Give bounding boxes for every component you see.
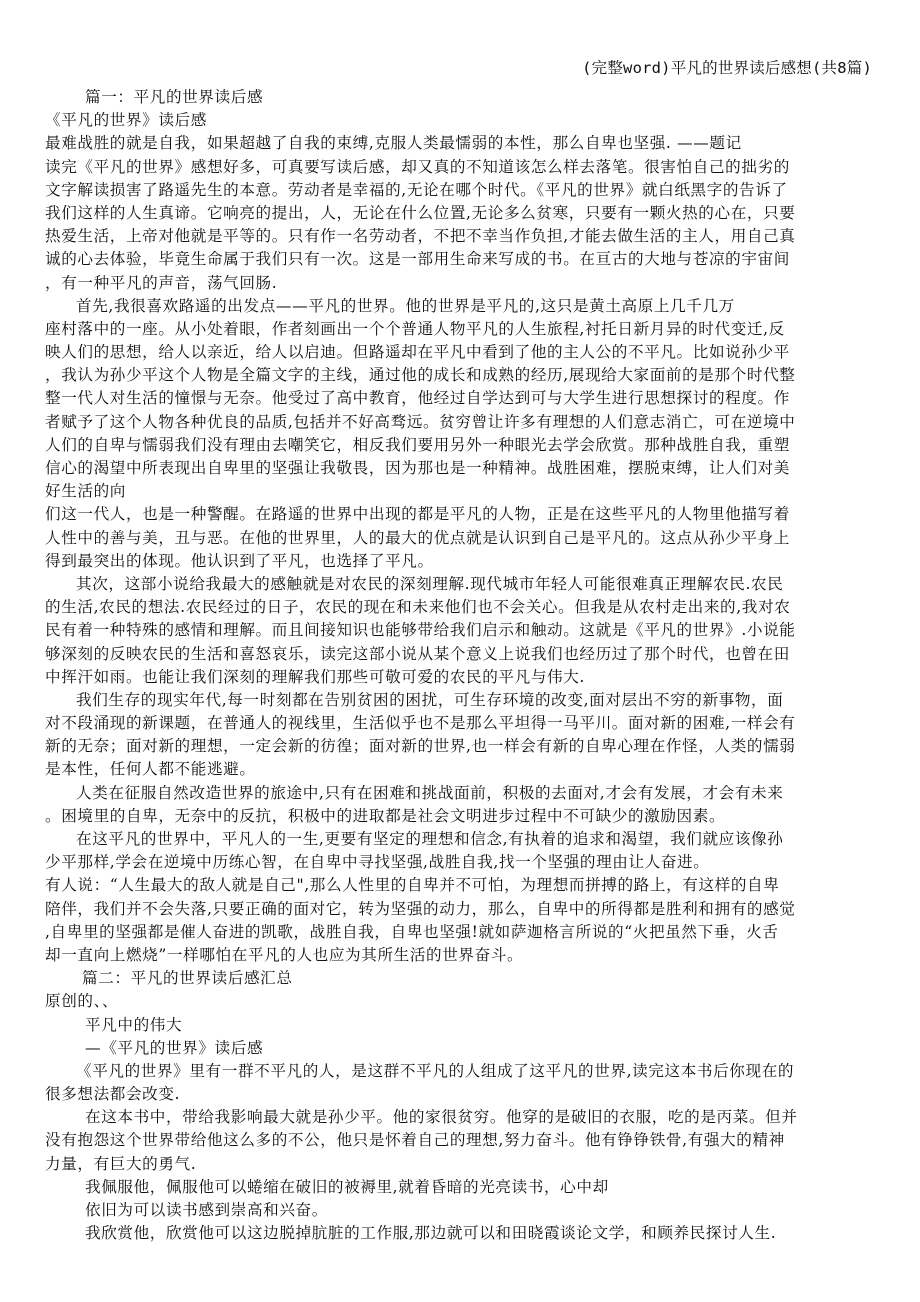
- text-line: ，有一种平凡的声音，荡气回肠.: [45, 273, 278, 292]
- text-line: 是本性，任何人都不能逃避。: [45, 760, 256, 779]
- text-line: 够深刻的反映农民的生活和喜怒哀乐，读完这部小说从某个意义上说我们也经历过了那个时代，也曾在田: [45, 644, 790, 663]
- document-header-title: (完整word)平凡的世界读后感想(共8篇): [582, 59, 872, 77]
- text-line: 没有抱怨这个世界带给他这么多的不公，他只是怀着自己的理想,努力奋斗。他有铮铮铁骨,有强大的精神: [45, 1131, 785, 1150]
- text-line: 《平凡的世界》读后感: [45, 111, 207, 130]
- text-line: 人性中的善与美，丑与恶。在他的世界里，人的最大的优点就是认识到自己是平凡的。这点从孙少平身上: [45, 528, 790, 547]
- text-line: 我欣赏他，欣赏他可以这边脱掉肮脏的工作服,那边就可以和田晓霞谈论文学，和顾养民探讨人生.: [85, 1224, 777, 1243]
- section-heading: 篇二：平凡的世界读后感汇总: [82, 969, 293, 988]
- text-line: 热爱生活，上帝对他就是平等的。只有作一名劳动者，不把不幸当作负担,才能去做生活的主人，用自己真: [45, 227, 796, 246]
- text-line: 《平凡的世界》里有一群不平凡的人，是这群不平凡的人组成了这平凡的世界,读完这本书后你现在的: [76, 1061, 795, 1080]
- text-line: 整一代人对生活的憧憬与无奈。他受过了高中教育，他经过自学达到可与大学生进行思想探讨的程度。作: [45, 389, 790, 408]
- text-line: 其次，这部小说给我最大的感触就是对农民的深刻理解.现代城市年轻人可能很难真正理解农民.农民: [76, 574, 784, 593]
- text-line: 得到最突出的体现。他认识到了平凡，也选择了平凡。: [45, 551, 434, 570]
- text-line: 者赋予了这个人物各种优良的品质,包括并不好高骛远。贫穷曾让许多有理想的人们意志消亡，可在逆境中: [45, 412, 796, 431]
- text-line: 很多想法都会改变.: [45, 1085, 181, 1104]
- text-line: 好生活的向: [45, 482, 126, 501]
- text-line: ,自卑里的坚强都是催人奋进的凯歌，战胜自我，自卑也坚强!就如萨迦格言所说的“火把虽然下垂，火舌: [45, 922, 779, 941]
- text-line: 少平那样,学会在逆境中历练心智，在自卑中寻找坚强,战胜自我,找一个坚强的理由让人奋进。: [45, 853, 710, 872]
- text-line: 原创的、、: [45, 992, 119, 1011]
- text-line: 人类在征服自然改造世界的旅途中,只有在困难和挑战面前，积极的去面对,才会有发展，才会有未来: [76, 783, 784, 802]
- text-line: 们这一代人，也是一种警醒。在路遥的世界中出现的都是平凡的人物，正是在这些平凡的人物里他描写着: [45, 505, 790, 524]
- text-line: 首先,我很喜欢路遥的出发点——平凡的世界。他的世界是平凡的,这只是黄土高原上几千几万: [76, 296, 735, 315]
- section-heading: 篇一：平凡的世界读后感: [85, 88, 264, 106]
- text-line: 信心的渴望中所表现出自卑里的坚强让我敬畏，因为那也是一种精神。战胜困难，摆脱束缚，让人们对美: [45, 459, 790, 477]
- text-line: 却一直向上燃烧”一样哪怕在平凡的人也应为其所生活的世界奋斗。: [45, 945, 524, 964]
- text-line: 读完《平凡的世界》感想好多，可真要写读后感，却又真的不知道该怎么样去落笔。很害怕自己的拙劣的: [45, 157, 790, 176]
- text-line: 依旧为可以读书感到崇高和兴奋。: [85, 1201, 328, 1219]
- text-line: 中挥汗如雨。也能让我们深刻的理解我们那些可敬可爱的农民的平凡与伟大.: [45, 667, 585, 686]
- document-body: [45, 86, 871, 1245]
- text-line: ，我认为孙少平这个人物是全篇文字的主线，通过他的成长和成熟的经历,展现给大家面前的是那个时代整: [45, 366, 796, 385]
- text-line: 我佩服他，佩服他可以蜷缩在破旧的被褥里,就着昏暗的光亮读书，心中却: [85, 1177, 609, 1196]
- subtitle-line: —《平凡的世界》读后感: [85, 1038, 264, 1057]
- text-line: 陪伴，我们并不会失落,只要正确的面对它，转为坚强的动力，那么，自卑中的所得都是胜利和拥有的感觉: [45, 899, 796, 918]
- text-line: 我们生存的现实年代,每一时刻都在告别贫困的困扰，可生存环境的改变,面对层出不穷的新事物，面: [76, 690, 784, 709]
- text-line: 诚的心去体验，毕竟生命属于我们只有一次。这是一部用生命来写成的书。在亘古的大地与苍凉的宇宙间: [45, 250, 790, 269]
- text-line: 在这本书中，带给我影响最大就是孙少平。他的家很贫穷。他穿的是破旧的衣服，吃的是丙菜。但并: [85, 1108, 798, 1127]
- text-line: 在这平凡的世界中，平凡人的一生,更要有坚定的理想和信念,有执着的追求和渴望，我们就应该像孙: [76, 830, 784, 848]
- text-line: 有人说：“人生最大的敌人就是自己",那么人性里的自卑并不可怕，为理想而拼搏的路上，有这样的自卑: [45, 876, 780, 895]
- text-line: 映人们的思想，给人以亲近，给人以启迪。但路遥却在平凡中看到了他的主人公的不平凡。比如说孙少平: [45, 343, 790, 362]
- text-line: 最难战胜的就是自我，如果超越了自我的束缚,克服人类最懦弱的本性，那么自卑也坚强. ——题记: [45, 134, 742, 153]
- text-line: 人们的自卑与懦弱我们没有理由去嘲笑它，相反我们要用另外一种眼光去学会欣赏。那种战胜自我，重塑: [45, 435, 790, 454]
- text-line: 座村落中的一座。从小处着眼，作者刻画出一个个普通人物平凡的人生旅程,衬托日新月异的时代变迁,反: [45, 319, 785, 338]
- text-line: 文字解读损害了路遥先生的本意。劳动者是幸福的,无论在哪个时代。《平凡的世界》就白纸黑字的告诉了: [45, 180, 788, 199]
- text-line: 。困境里的自卑，无奈中的反抗，积极中的进取都是社会文明进步过程中不可缺少的激励因素。: [45, 806, 726, 825]
- text-line: 的生活,农民的想法.农民经过的日子，农民的现在和未来他们也不会关心。但我是从农村走出来的,我对农: [45, 598, 791, 617]
- text-line: 民有着一种特殊的感情和理解。而且间接知识也能够带给我们启示和触动。这就是《平凡的世界》.小说能: [45, 621, 796, 640]
- subtitle-line: 平凡中的伟大: [85, 1015, 183, 1034]
- text-line: 对不段涌现的新课题，在普通人的视线里，生活似乎也不是那么平坦得一马平川。面对新的困难,一样会有: [45, 714, 796, 733]
- text-line: 力量，有巨大的勇气.: [45, 1154, 197, 1173]
- text-line: 新的无奈；面对新的理想，一定会新的彷徨；面对新的世界,也一样会有新的自卑心理在作怪，人类的懦弱: [45, 737, 796, 756]
- text-line: 我们这样的人生真谛。它响亮的提出，人，无论在什么位置,无论多么贫寒，只要有一颗火热的心在，只要: [45, 203, 796, 222]
